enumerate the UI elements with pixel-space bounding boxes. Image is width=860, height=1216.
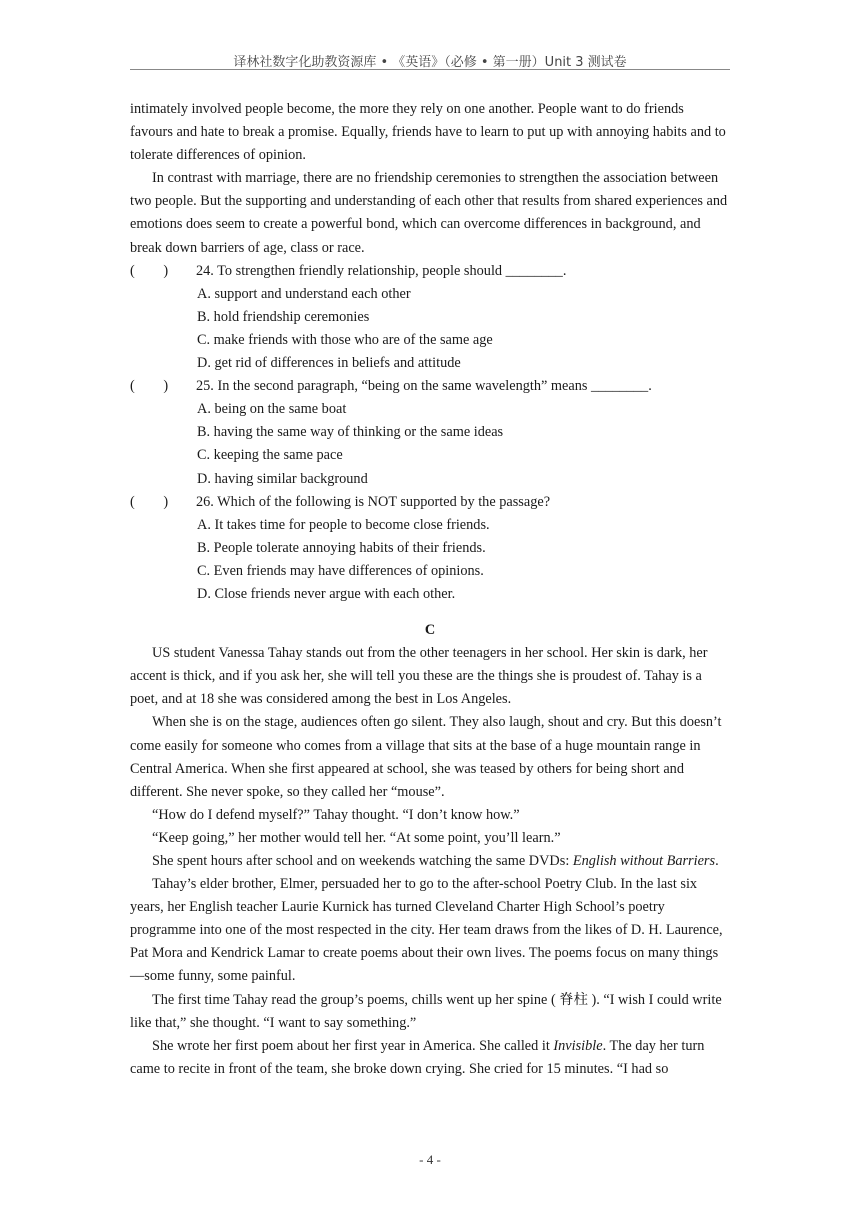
passage-c-paragraph: Tahay’s elder brother, Elmer, persuaded her to go to the after-school Poetry Club. In the last six years, her English teacher Laurie Kurnick has turned Cleveland Charter High School’s poetry programme into one of the most respected in the city. Her team draws from the likes of D. H. Laurence, Pat Mora and Kendrick Lamar to create poems about their own lives. The poems focus on many things—some funny, some painful. [130, 876, 723, 985]
option-c: C. make friends with those who are of the same age [197, 331, 493, 348]
option-d: D. having similar background [197, 470, 368, 487]
paragraph-text: She wrote her first poem about her first year in America. She called it [152, 1037, 554, 1054]
option-a: A. being on the same boat [197, 401, 347, 418]
question-25 [130, 375, 730, 490]
option-c: C. keeping the same pace [197, 447, 343, 464]
page-content [130, 98, 730, 1081]
option-a: A. It takes time for people to become close friends. [197, 516, 490, 533]
passage-b-paragraph: intimately involved people become, the more they rely on one another. People want to do friends favours and hate to break a promise. Equally, friends have to learn to put up with annoying habits and to tolerate differences of opinion. [130, 101, 726, 164]
header-divider [130, 69, 730, 70]
option-b: B. People tolerate annoying habits of their friends. [197, 539, 486, 556]
dvd-title: English without Barriers [572, 853, 716, 869]
question-26 [130, 491, 730, 606]
poem-title: Invisible [553, 1037, 603, 1054]
answer-blank: ( ) [130, 493, 169, 510]
section-title-c: C [424, 622, 436, 639]
option-d: D. get rid of differences in beliefs and attitude [197, 355, 461, 372]
option-c: C. Even friends may have differences of opinions. [197, 562, 484, 579]
passage-c-paragraph [130, 850, 730, 873]
passage-c-paragraph: When she is on the stage, audiences often go silent. They also laugh, shout and cry. But this doesn’t come easily for someone who comes from a village that sits at the base of a huge mountain range in Central America. When she first appeared at school, she was teased by others for being short and different. She never spoke, so they called her “mouse”. [130, 714, 722, 800]
paragraph-text: . [715, 853, 719, 869]
passage-c-paragraph: “How do I defend myself?” Tahay thought. “I don’t know how.” [152, 806, 520, 823]
passage-c-paragraph: The first time Tahay read the group’s poems, chills went up her spine ( 脊柱 ). “I wish I could write like that,” she thought. “I want to say something.” [130, 991, 722, 1031]
question-stem: 25. In the second paragraph, “being on the same wavelength” means ________. [196, 378, 652, 395]
paragraph-text: . The day her turn came to recite in front of the team, she broke down crying. She cried for 15 minutes. “I had so [130, 1037, 705, 1077]
answer-blank: ( ) [130, 378, 169, 395]
question-stem: 26. Which of the following is NOT supported by the passage? [196, 493, 551, 510]
paragraph-text: She spent hours after school and on weekends watching the same DVDs: [152, 853, 573, 869]
option-a: A. support and understand each other [197, 285, 411, 302]
question-stem: 24. To strengthen friendly relationship, people should ________. [196, 262, 567, 279]
answer-blank: ( ) [130, 262, 169, 279]
passage-c-paragraph: “Keep going,” her mother would tell her. “At some point, you’ll learn.” [152, 829, 561, 846]
passage-b-paragraph: In contrast with marriage, there are no friendship ceremonies to strengthen the association between two people. But the supporting and understanding of each other that results from shared experiences and emotions does seem to create a powerful bond, which can overcome differences in background, and break down barriers of age, class or race. [130, 170, 728, 256]
passage-c-paragraph [130, 1035, 730, 1081]
page-number: - 4 - [419, 1152, 441, 1167]
passage-c-paragraph: US student Vanessa Tahay stands out from the other teenagers in her school. Her skin is dark, her accent is thick, and if you ask her, she will tell you these are the things she is proudest of. Tahay is a poet, and at 18 she was considered among the best in Los Angeles. [130, 645, 708, 708]
option-d: D. Close friends never argue with each other. [197, 585, 456, 602]
page-header: 译林社数字化助教资源库 • 《英语》（必修 • 第一册）Unit 3 测试卷 [233, 55, 627, 70]
option-b: B. hold friendship ceremonies [197, 308, 370, 325]
option-b: B. having the same way of thinking or the same ideas [197, 424, 504, 441]
question-24 [130, 260, 730, 375]
